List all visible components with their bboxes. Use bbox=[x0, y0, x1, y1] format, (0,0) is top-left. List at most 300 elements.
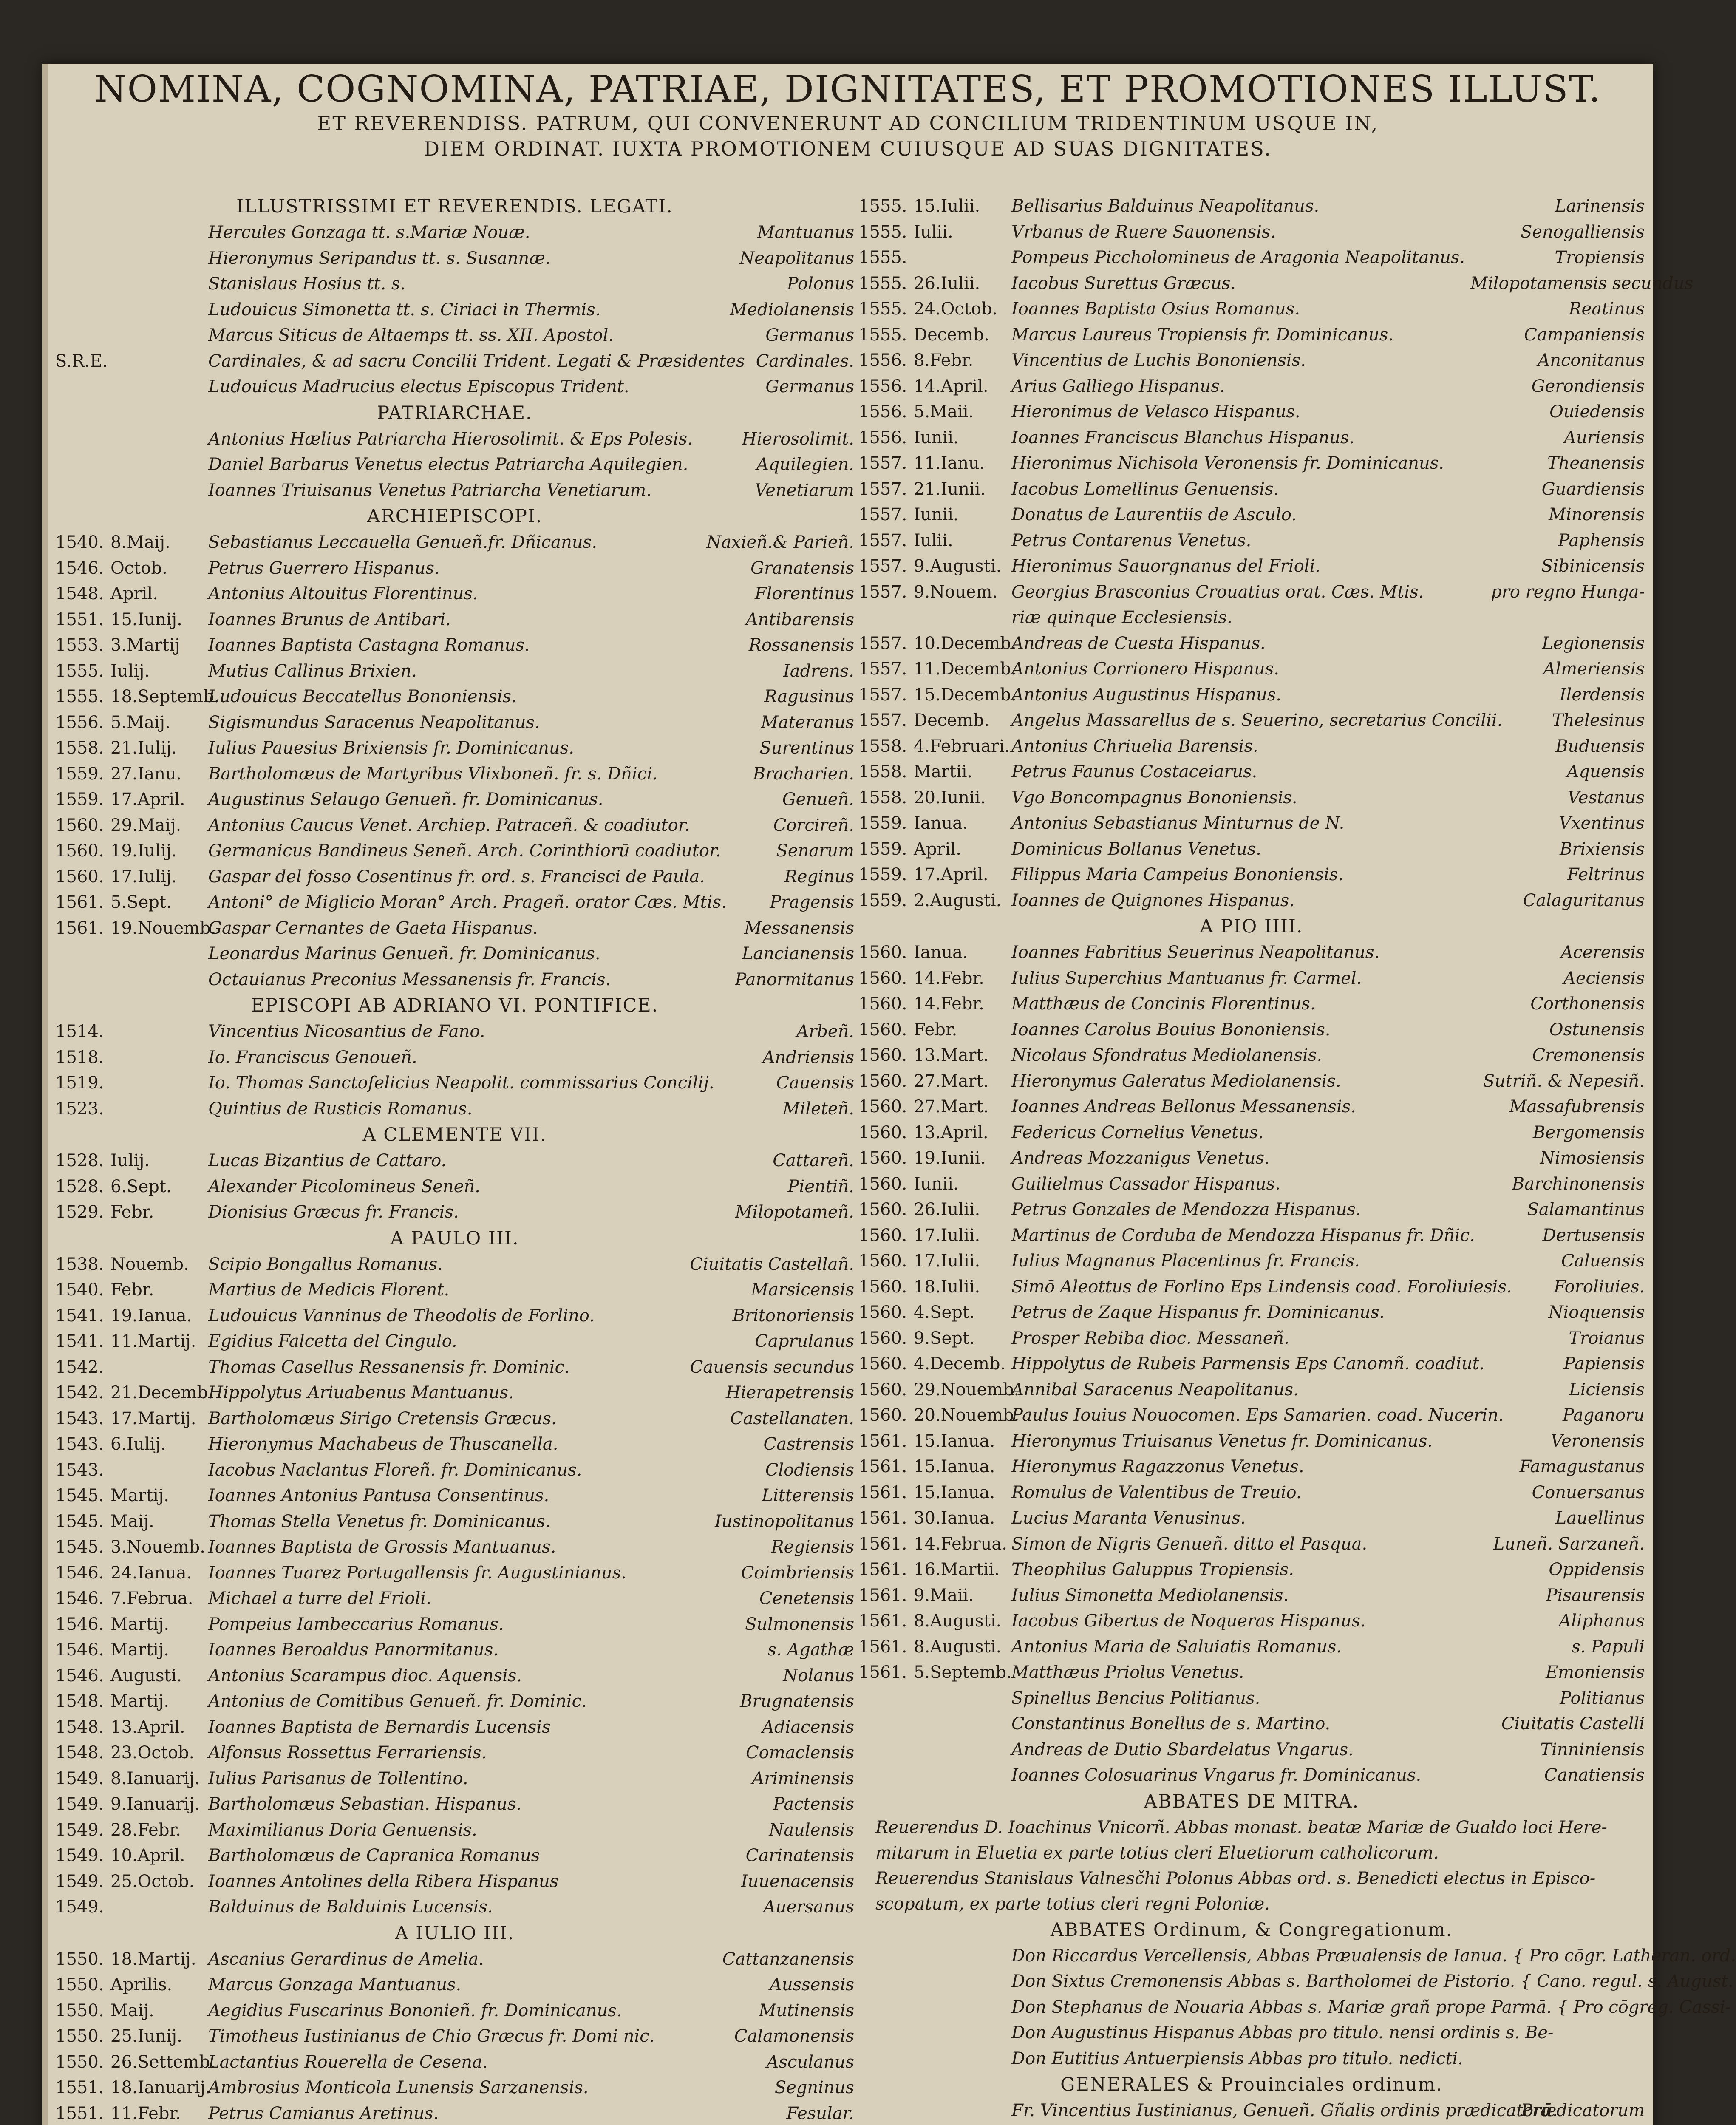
entry-dignity: Hierapetrensis bbox=[725, 1383, 854, 1402]
entry-name: Vgo Boncompagnus Bononiensis. bbox=[1011, 788, 1297, 808]
entry-year: 1549. bbox=[55, 1871, 104, 1891]
entry-name: Balduinus de Balduinis Lucensis. bbox=[208, 1897, 493, 1917]
entry-name: riæ quinque Ecclesiensis. bbox=[1011, 608, 1232, 627]
entry-name: Antonius Altouitus Florentinus. bbox=[208, 584, 478, 604]
entry-row bbox=[858, 734, 1645, 759]
entry-name: Ioannes Baptista de Grossis Mantuanus. bbox=[208, 1537, 556, 1557]
entry-date: 15.Ianua. bbox=[914, 1482, 995, 1502]
entry-date: 19.Ianua. bbox=[110, 1306, 192, 1326]
entry-year: 1551. bbox=[55, 2103, 104, 2123]
document-subtitle-line-2: DIEM ORDINAT. IUXTA PROMOTIONEM CUIUSQUE AD SUAS DIGNITATES. bbox=[424, 137, 1272, 160]
entry-dignity: Senogalliensis bbox=[1520, 222, 1645, 242]
entry-row bbox=[55, 1406, 854, 1432]
entry-dignity: Sutriñ. & Nepesiñ. bbox=[1483, 1071, 1645, 1091]
entry-date: 27.Ianu. bbox=[110, 764, 182, 784]
entry-name: Mutius Callinus Brixien. bbox=[208, 661, 417, 681]
entry-name: Hippolytus Ariuabenus Mantuanus. bbox=[208, 1383, 514, 1402]
entry-row bbox=[858, 1711, 1645, 1737]
entry-name: Hieronimus de Velasco Hispanus. bbox=[1011, 402, 1300, 422]
section-heading: A PAULO III. bbox=[390, 1227, 519, 1249]
entry-row bbox=[55, 1354, 854, 1380]
entry-dignity: Naxieñ.& Parieñ. bbox=[706, 533, 854, 552]
entry-row bbox=[858, 219, 1645, 245]
entry-name: Ambrosius Monticola Lunensis Sarzanensis. bbox=[208, 2078, 589, 2097]
paragraph-line: Reuerendus D. Ioachinus Vnicorñ. Abbas monast. beatæ Mariæ de Gualdo loci Here- bbox=[875, 1817, 1607, 1837]
entry-name: Ioannes Colosuarinus Vngarus fr. Dominicanus. bbox=[1011, 1765, 1422, 1785]
entry-dignity: Ciuitatis Castellañ. bbox=[690, 1254, 854, 1274]
entry-name: Dionisius Græcus fr. Francis. bbox=[208, 1202, 459, 1222]
document-subtitle-line-1: ET REVERENDISS. PATRUM, QUI CONVENERUNT AD CONCILIUM TRIDENTINUM USQUE IN, bbox=[317, 112, 1379, 135]
entry-row bbox=[55, 1070, 854, 1096]
entry-year: 1546. bbox=[55, 1589, 104, 1608]
entry-row bbox=[55, 967, 854, 993]
entry-dignity: Mediolanensis bbox=[730, 300, 854, 320]
entry-name: Paulus Iouius Nouocomen. Eps Samarien. coad. Nucerin. bbox=[1011, 1405, 1504, 1425]
entry-row bbox=[858, 631, 1645, 657]
entry-name: Antonius Sebastianus Minturnus de N. bbox=[1011, 813, 1345, 833]
section-heading: A CLEMENTE VII. bbox=[362, 1124, 547, 1145]
entry-row bbox=[55, 1560, 854, 1586]
entry-dignity: Lancianensis bbox=[742, 944, 854, 963]
entry-name: Sebastianus Leccauella Genueñ.fr. Dñicanus. bbox=[208, 533, 597, 552]
entry-year: 1549. bbox=[55, 1794, 104, 1814]
document-sheet bbox=[42, 64, 1736, 2125]
entry-name: Petrus Gonzales de Mendozza Hispanus. bbox=[1011, 1200, 1361, 1219]
entry-name: Antonius Maria de Saluiatis Romanus. bbox=[1011, 1637, 1342, 1657]
entry-dignity: Arbeñ. bbox=[796, 1022, 854, 1041]
entry-year: 1561. bbox=[858, 1534, 907, 1554]
entry-row bbox=[55, 787, 854, 813]
entry-dignity: Genueñ. bbox=[782, 790, 854, 809]
entry-dignity: Ilerdensis bbox=[1559, 685, 1645, 705]
entry-dignity: Britonoriensis bbox=[732, 1306, 854, 1326]
entry-row bbox=[858, 1197, 1645, 1223]
entry-date: 8.Febr. bbox=[914, 351, 974, 370]
entry-date: 17.Iulij. bbox=[110, 867, 177, 887]
entry-row bbox=[55, 890, 854, 915]
entry-date: Martij. bbox=[110, 1640, 169, 1660]
entry-dignity: s. Papuli bbox=[1572, 1637, 1645, 1657]
section bbox=[55, 400, 854, 504]
entry-row bbox=[858, 1043, 1645, 1068]
entry-year: 1543. bbox=[55, 1408, 104, 1428]
entry-dignity: Corthonensis bbox=[1530, 994, 1645, 1014]
entry-dignity: Veronensis bbox=[1550, 1431, 1645, 1451]
entry-year: 1538. bbox=[55, 1254, 104, 1274]
entry-dignity: Thelesinus bbox=[1552, 711, 1645, 730]
entry-row bbox=[55, 864, 854, 890]
entry-row bbox=[55, 581, 854, 607]
entry-date: 14.Febr. bbox=[914, 968, 984, 988]
entry-row bbox=[55, 838, 854, 864]
entry-year: 1557. bbox=[858, 685, 907, 705]
entry-name: Martinus de Corduba de Mendozza Hispanus fr. Dñic. bbox=[1011, 1225, 1475, 1245]
entry-name: Simon de Nigris Genueñ. ditto el Pasqua. bbox=[1011, 1534, 1368, 1554]
entry-dignity: Cardinales. bbox=[756, 351, 854, 371]
entry-name: Ioannes Baptista Osius Romanus. bbox=[1011, 299, 1300, 319]
entry-date: 15.Ianua. bbox=[914, 1431, 995, 1451]
entry-name: Ludouicus Simonetta tt. s. Ciriaci in Thermis. bbox=[208, 300, 601, 320]
entry-year: 1529. bbox=[55, 1202, 104, 1222]
entry-dignity: Castrensis bbox=[763, 1434, 854, 1454]
entry-date: Maij. bbox=[110, 2000, 154, 2020]
entry-row bbox=[55, 710, 854, 736]
paragraph-line: scopatum, ex parte totius cleri regni Poloniæ. bbox=[875, 1894, 1270, 1914]
entry-row bbox=[858, 1068, 1645, 1094]
entry-year: 1551. bbox=[55, 609, 104, 629]
entry-date: Iulij. bbox=[110, 661, 150, 681]
entry-dignity: Ariminensis bbox=[752, 1768, 854, 1788]
entry-date: 19.Iulij. bbox=[110, 841, 177, 861]
entry-dignity: Papiensis bbox=[1563, 1354, 1645, 1374]
entry-row bbox=[55, 1457, 854, 1483]
entry-row bbox=[858, 1531, 1645, 1557]
entry-date: 30.Ianua. bbox=[914, 1508, 995, 1528]
entry-year: 1556. bbox=[55, 712, 104, 732]
entry-date: 18.Ianuarij. bbox=[110, 2078, 211, 2097]
entry-dignity: Litterensis bbox=[762, 1486, 854, 1505]
entry-row bbox=[55, 1045, 854, 1071]
entry-year: 1560. bbox=[858, 1148, 907, 1168]
entry-name: Iulius Magnanus Placentinus fr. Francis. bbox=[1011, 1251, 1360, 1271]
entry-name: Alexander Picolomineus Seneñ. bbox=[208, 1176, 480, 1196]
entry-year: 1555. bbox=[858, 196, 907, 216]
entry-dignity: Liciensis bbox=[1569, 1380, 1645, 1400]
entry-year: 1541. bbox=[55, 1306, 104, 1326]
entry-date: Martij. bbox=[110, 1486, 169, 1505]
entry-row bbox=[55, 297, 854, 323]
entry-date: Febr. bbox=[110, 1202, 154, 1222]
entry-date: 17.April. bbox=[914, 865, 988, 884]
entry-date: 20.Nouemb. bbox=[914, 1405, 1020, 1425]
entry-dignity: Almeriensis bbox=[1543, 659, 1645, 679]
entry-date: 19.Iunii. bbox=[914, 1148, 986, 1168]
entry-year: 1559. bbox=[858, 813, 907, 833]
entry-dignity: Castellanaten. bbox=[730, 1408, 854, 1428]
entry-dignity: Tropiensis bbox=[1555, 248, 1645, 267]
entry-row bbox=[858, 1223, 1645, 1249]
entry-name: Vincentius de Luchis Bononiensis. bbox=[1011, 351, 1306, 370]
entry-date: 25.Iunij. bbox=[110, 2026, 182, 2046]
entry-name: Hieronimus Nichisola Veronensis fr. Dominicanus. bbox=[1011, 453, 1444, 473]
entry-year: 1557. bbox=[858, 479, 907, 499]
entry-row bbox=[55, 1431, 854, 1457]
entry-name: Pompeus Piccholomineus de Aragonia Neapolitanus. bbox=[1011, 248, 1465, 267]
entry-date: 13.Mart. bbox=[914, 1046, 989, 1065]
entry-name: Bartholomæus de Capranica Romanus bbox=[208, 1846, 540, 1865]
entry-name: Spinellus Bencius Politianus. bbox=[1011, 1688, 1260, 1708]
entry-date: 14.April. bbox=[914, 376, 988, 396]
entry-year: 1560. bbox=[858, 1225, 907, 1245]
entry-year: 1560. bbox=[858, 1174, 907, 1194]
entry-date: 9.Ianuarij. bbox=[110, 1794, 200, 1814]
entry-name: Marcus Laureus Tropiensis fr. Dominicanus. bbox=[1011, 325, 1393, 345]
section bbox=[858, 1788, 1645, 1917]
entry-row bbox=[858, 1300, 1645, 1326]
entry-dignity: Cremonensis bbox=[1532, 1046, 1645, 1065]
entry-row bbox=[55, 1483, 854, 1509]
entry-year: 1561. bbox=[55, 892, 104, 912]
entry-dignity: pro regno Hunga- bbox=[1491, 582, 1645, 602]
entry-dignity: Ciuitatis Castelli bbox=[1501, 1714, 1645, 1734]
entry-date: Nouemb. bbox=[110, 1254, 189, 1274]
entry-dignity: Canatiensis bbox=[1544, 1765, 1645, 1785]
entry-dignity: Emoniensis bbox=[1545, 1663, 1645, 1682]
entry-year: 1559. bbox=[858, 865, 907, 884]
entry-year: 1540. bbox=[55, 1280, 104, 1300]
entry-row bbox=[858, 1686, 1645, 1711]
entry-dignity: Coimbriensis bbox=[741, 1563, 854, 1583]
entry-dignity: Mantuanus bbox=[757, 223, 854, 242]
entry-year: S.R.E. bbox=[55, 351, 108, 371]
entry-name: Annibal Saracenus Neapolitanus. bbox=[1011, 1380, 1299, 1400]
entry-name: Iacobus Gibertus de Noqueras Hispanus. bbox=[1011, 1611, 1366, 1631]
entry-name: Bartholomæus Sirigo Cretensis Græcus. bbox=[208, 1408, 557, 1428]
entry-date: 29.Maij. bbox=[110, 815, 181, 835]
entry-dignity: Vxentinus bbox=[1559, 813, 1645, 833]
entry-name: Petrus Contarenus Venetus. bbox=[1011, 530, 1252, 550]
entry-dignity: Paganoru bbox=[1562, 1405, 1645, 1425]
entry-name: Germanicus Bandineus Seneñ. Arch. Corinthiorū coadiutor. bbox=[208, 841, 721, 861]
entry-row bbox=[858, 1377, 1645, 1403]
entry-year: 1555. bbox=[858, 325, 907, 345]
entry-date: 11.Decemb. bbox=[914, 659, 1017, 679]
entry-row bbox=[858, 1017, 1645, 1043]
entry-row bbox=[55, 684, 854, 710]
entry-year: 1561. bbox=[858, 1431, 907, 1451]
entry-name: Sigismundus Saracenus Neapolitanus. bbox=[208, 712, 540, 732]
entry-date: Febr. bbox=[914, 1020, 957, 1040]
entry-date: 26.Iulii. bbox=[914, 273, 980, 293]
entry-year: 1557. bbox=[858, 659, 907, 679]
entry-name: Gaspar Cernantes de Gaeta Hispanus. bbox=[208, 918, 538, 938]
entry-name: Guilielmus Cassador Hispanus. bbox=[1011, 1174, 1280, 1194]
entry-name: Timotheus Iustinianus de Chio Græcus fr. Domi nic. bbox=[208, 2026, 655, 2046]
entry-name: Fr. Vincentius Iustinianus, Genueñ. Gñalis ordinis prædicatorū. bbox=[1011, 2101, 1558, 2120]
entry-dignity: Adiacensis bbox=[762, 1717, 854, 1737]
entry-row bbox=[55, 1817, 854, 1843]
entry-name: Ioannes Beroaldus Panormitanus. bbox=[208, 1640, 499, 1660]
entry-name: Thomas Casellus Ressanensis fr. Dominic. bbox=[208, 1357, 570, 1377]
entry-row bbox=[55, 1277, 854, 1303]
entry-year: 1548. bbox=[55, 584, 104, 604]
entry-dignity: Brugnatensis bbox=[740, 1692, 854, 1711]
entry-dignity: Pisaurensis bbox=[1546, 1585, 1645, 1605]
entry-row bbox=[858, 1326, 1645, 1352]
entry-date: 8.Ianuarij. bbox=[110, 1768, 200, 1788]
entry-date: 13.April. bbox=[914, 1122, 988, 1142]
entry-year: 1556. bbox=[858, 351, 907, 370]
section bbox=[858, 2071, 1645, 2125]
entry-year: 1561. bbox=[55, 918, 104, 938]
entry-year: 1550. bbox=[55, 2026, 104, 2046]
entry-date: 8.Augusti. bbox=[914, 1637, 1002, 1657]
entry-year: 1555. bbox=[55, 661, 104, 681]
entry-name: Augustinus Selaugo Genueñ. fr. Dominicanus. bbox=[208, 790, 603, 809]
entry-date: Aprilis. bbox=[110, 1975, 173, 1995]
entry-row bbox=[858, 425, 1645, 451]
entry-year: 1557. bbox=[858, 582, 907, 602]
section-heading: ARCHIEPISCOPI. bbox=[367, 506, 543, 527]
entry-name: Ludouicus Vanninus de Theodolis de Forlino. bbox=[208, 1306, 595, 1326]
entry-name: Ludouicus Beccatellus Bononiensis. bbox=[208, 687, 517, 706]
entry-dignity: Regiensis bbox=[771, 1537, 854, 1557]
entry-year: 1558. bbox=[55, 738, 104, 758]
entry-year: 1546. bbox=[55, 1666, 104, 1686]
entry-dignity: Aquilegien. bbox=[756, 455, 854, 474]
entry-dignity: Campaniensis bbox=[1524, 325, 1645, 345]
entry-date: 21.Iulij. bbox=[110, 738, 177, 758]
entry-dignity: Pactensis bbox=[773, 1794, 854, 1814]
section-heading: ABBATES DE MITRA. bbox=[1144, 1791, 1359, 1812]
entry-row bbox=[858, 1454, 1645, 1480]
entry-name: Quintius de Rusticis Romanus. bbox=[208, 1099, 473, 1119]
entry-row bbox=[55, 1894, 854, 1920]
entry-date: 21.Iunii. bbox=[914, 479, 986, 499]
entry-row bbox=[858, 374, 1645, 400]
entry-name: Cardinales, & ad sacru Concilii Trident. Legati & Præsidentes bbox=[208, 351, 745, 371]
entry-row bbox=[55, 632, 854, 658]
entry-row bbox=[858, 966, 1645, 992]
entry-dignity: Caluensis bbox=[1561, 1251, 1645, 1271]
entry-dignity: Ragusinus bbox=[764, 687, 854, 706]
entry-dignity: Germanus bbox=[765, 326, 854, 345]
entry-name: Antonius Chriuelia Barensis. bbox=[1011, 736, 1258, 756]
entry-date: 17.Iulii. bbox=[914, 1225, 980, 1245]
entry-dignity: s. Agathæ bbox=[767, 1640, 854, 1660]
entry-row bbox=[55, 915, 854, 941]
entry-date: 6.Iulij. bbox=[110, 1434, 166, 1454]
entry-year: 1559. bbox=[55, 790, 104, 809]
entry-date: 28.Febr. bbox=[110, 1820, 181, 1840]
entry-name: Hieronimus Sauorgnanus del Frioli. bbox=[1011, 556, 1321, 576]
entry-dignity: Germanus bbox=[765, 377, 854, 397]
entry-date: 15.Iunij. bbox=[110, 609, 182, 629]
entry-date: April. bbox=[110, 584, 158, 604]
entry-dignity: Messanensis bbox=[744, 918, 854, 938]
entry-year: 1519. bbox=[55, 1073, 104, 1093]
entry-year: 1557. bbox=[858, 453, 907, 473]
section bbox=[858, 913, 1645, 1788]
entry-row bbox=[858, 1171, 1645, 1197]
entry-dignity: Naulensis bbox=[769, 1820, 854, 1840]
section bbox=[55, 1122, 854, 1225]
entry-name: Filippus Maria Campeius Bononiensis. bbox=[1011, 865, 1343, 884]
entry-dignity: Barchinonensis bbox=[1512, 1174, 1645, 1194]
entry-row bbox=[55, 941, 854, 967]
entry-dignity: Cattanzanensis bbox=[722, 1949, 854, 1969]
entry-dignity: Granatensis bbox=[750, 558, 854, 578]
entry-dignity: Cenetensis bbox=[759, 1589, 854, 1608]
section bbox=[55, 1920, 854, 2125]
entry-dignity: Clodiensis bbox=[765, 1460, 854, 1480]
entry-date: 15.Decemb. bbox=[914, 685, 1017, 705]
entry-date: 6.Sept. bbox=[110, 1176, 172, 1196]
entry-date: 21.Decemb. bbox=[110, 1383, 213, 1402]
document-title: NOMINA, COGNOMINA, PATRIAE, DIGNITATES, ET PROMOTIONES ILLUST. bbox=[94, 68, 1601, 110]
section-heading: ABBATES Ordinum, & Congregationum. bbox=[1050, 1919, 1453, 1941]
entry-row bbox=[55, 348, 854, 374]
entry-date: Ianua. bbox=[914, 943, 968, 962]
entry-row bbox=[55, 1663, 854, 1689]
entry-dignity: Bracharien. bbox=[753, 764, 854, 784]
entry-date: 24.Octob. bbox=[914, 299, 998, 319]
entry-date: Iulii. bbox=[914, 530, 953, 550]
entry-row bbox=[858, 836, 1645, 862]
entry-name: Ascanius Gerardinus de Amelia. bbox=[208, 1949, 484, 1969]
entry-row bbox=[55, 323, 854, 348]
entry-name: Andreas de Cuesta Hispanus. bbox=[1011, 633, 1266, 653]
entry-year: 1561. bbox=[858, 1560, 907, 1579]
entry-date: 19.Nouemb. bbox=[110, 918, 216, 938]
entry-row bbox=[55, 607, 854, 633]
entry-name: Antonius Hælius Patriarcha Hierosolimit. & Eps Polesis. bbox=[208, 429, 693, 449]
entry-year: 1556. bbox=[858, 376, 907, 396]
entry-date: Iunii. bbox=[914, 505, 959, 524]
entry-year: 1548. bbox=[55, 1717, 104, 1737]
entry-date: 5.Maij. bbox=[110, 712, 170, 732]
entry-dignity: Rossanensis bbox=[748, 635, 854, 655]
entry-year: 1550. bbox=[55, 2000, 104, 2020]
entry-dignity: Anconitanus bbox=[1538, 351, 1645, 370]
entry-row bbox=[858, 708, 1645, 734]
entry-year: 1560. bbox=[858, 943, 907, 962]
entry-row bbox=[55, 1843, 854, 1869]
entry-date: 16.Martii. bbox=[914, 1560, 1000, 1579]
entry-row bbox=[858, 1583, 1645, 1609]
entry-dignity: Salamantinus bbox=[1527, 1200, 1645, 1219]
entry-dignity: Comaclensis bbox=[746, 1743, 854, 1762]
entry-dignity: Marsicensis bbox=[751, 1280, 854, 1300]
entry-dignity: Pragensis bbox=[770, 892, 854, 912]
entry-date: 29.Nouemb. bbox=[914, 1380, 1020, 1400]
entry-row bbox=[858, 271, 1694, 297]
entry-dignity: Andriensis bbox=[762, 1047, 854, 1067]
entry-name: Antonius Scarampus dioc. Aquensis. bbox=[208, 1666, 522, 1686]
entry-row bbox=[55, 1998, 854, 2024]
entry-dignity: Politianus bbox=[1560, 1688, 1645, 1708]
entry-name: Iulius Pauesius Brixiensis fr. Dominicanus. bbox=[208, 738, 574, 758]
entry-dignity: Carinatensis bbox=[745, 1846, 854, 1865]
entry-row bbox=[858, 2020, 1645, 2046]
entry-dignity: Oppidensis bbox=[1549, 1560, 1645, 1579]
entry-row bbox=[55, 2049, 854, 2075]
entry-row bbox=[55, 1148, 854, 1174]
entry-year: 1561. bbox=[858, 1482, 907, 1502]
entry-dignity: Pientiñ. bbox=[787, 1176, 854, 1196]
entry-dignity: Aquensis bbox=[1566, 762, 1645, 782]
entry-row bbox=[55, 658, 854, 684]
paragraph-line: Reuerendus Stanislaus Valnesčhi Polonus Abbas ord. s. Benedicti electus in Episco- bbox=[875, 1868, 1596, 1888]
entry-dignity: Caprulanus bbox=[755, 1332, 854, 1351]
entry-date: Decemb. bbox=[914, 711, 990, 730]
entry-name: Dominicus Bollanus Venetus. bbox=[1011, 839, 1261, 859]
entry-name: Lucas Bizantius de Cattaro. bbox=[208, 1151, 447, 1170]
entry-name: Io. Thomas Sanctofelicius Neapolit. commissarius Concilij. bbox=[208, 1073, 714, 1093]
entry-date: 10.Decemb. bbox=[914, 633, 1017, 653]
entry-name: Antonius Corrionero Hispanus. bbox=[1011, 659, 1279, 679]
entry-year: 1550. bbox=[55, 1949, 104, 1969]
entry-name: Ioannes Antonius Pantusa Consentinus. bbox=[208, 1486, 549, 1505]
entry-row bbox=[858, 579, 1645, 605]
entry-dignity: Aeciensis bbox=[1563, 968, 1645, 988]
entry-dignity: Paphensis bbox=[1558, 530, 1645, 550]
section-heading: PATRIARCHAE. bbox=[377, 402, 532, 424]
entry-row bbox=[858, 322, 1645, 348]
entry-year: 1561. bbox=[858, 1457, 907, 1476]
entry-row bbox=[858, 1557, 1645, 1583]
entry-name: Theophilus Galuppus Tropiensis. bbox=[1011, 1560, 1294, 1579]
